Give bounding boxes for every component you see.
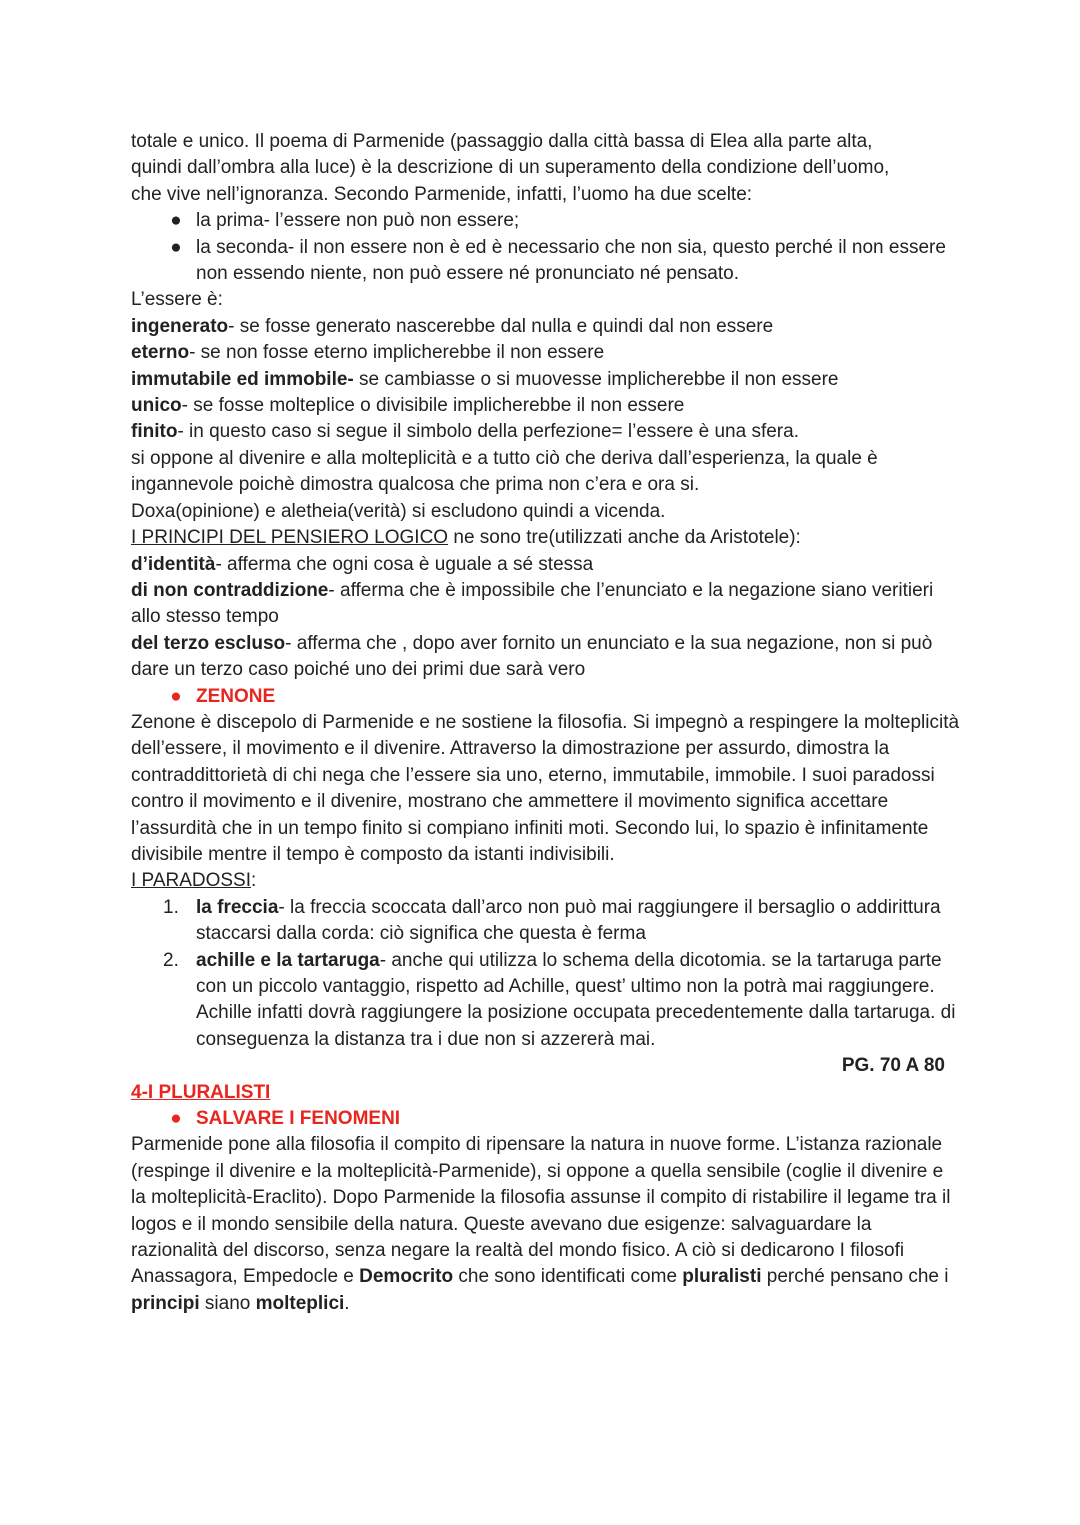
paradox-heading-line [131,868,961,894]
pluralisti-text: siano [199,1292,256,1314]
bullet-icon: ● [170,1108,182,1130]
paradox-text: - la freccia scoccata dall’arco non può mai raggiungere il bersaglio o addirittura staccarsi dalla corda: ciò significa che questa è ferma [196,896,941,945]
principle-term: di non contraddizione [131,579,329,601]
being-text: - se fosse molteplice o divisibile implicherebbe il non essere [181,395,685,417]
paradox-text: - anche qui utilizza lo schema della dicotomia. se la tartaruga parte con un piccolo vantaggio, rispetto ad Achille, quest’ ultimo non la potrà mai raggiungere. Achille infatti dovrà raggiungere la posizione occupata precedentemente dalla tartaruga. di conseguenza la distanza tra i due non si azzererà mai. [196,949,956,1050]
pluralisti-bold: principi [131,1292,200,1314]
being-oppose: si oppone al divenire e alla molteplicità e a tutto ciò che deriva dall’esperienza, la quale è ingannevole poichè dimostra qualcosa che prima non c’era e ora si. [131,447,878,496]
intro-line-1: totale e unico. Il poema di Parmenide (passaggio dalla città bassa di Elea alla parte alta, [131,131,873,152]
principle-item [131,631,961,684]
pluralisti-body [131,1132,961,1317]
pluralisti-heading-line [131,1080,961,1106]
being-text: - se non fosse eterno implicherebbe il non essere [189,342,605,364]
choices-list [131,208,961,287]
principle-item [131,552,961,578]
page-reference: PG. 70 A 80 [841,1055,945,1077]
list-item [131,235,961,288]
pluralisti-bold: Democrito [359,1266,454,1288]
list-number: 1. [163,896,179,918]
paradox-term: achille e la tartaruga [196,949,380,971]
list-item [131,1106,961,1132]
being-doxa: Doxa(opinione) e aletheia(verità) si escludono quindi a vicenda. [131,500,666,522]
pluralisti-text: . [344,1292,350,1314]
principle-term: del terzo escluso [131,632,286,654]
being-term: finito [131,421,178,443]
intro-paragraph [131,129,961,208]
being-item [131,393,961,419]
principle-text: - afferma che è impossibile che l’enunciato e la negazione siano veritieri allo stesso tempo [131,579,934,628]
list-item [131,948,961,1054]
bullet-icon: ● [170,236,182,258]
being-item [131,314,961,340]
list-item [131,895,961,948]
being-item [131,340,961,366]
bullet-icon: ● [170,210,182,232]
principles-heading-line [131,525,961,551]
pluralisti-bold: molteplici [255,1292,345,1314]
principle-text: - afferma che ogni cosa è uguale a sé stessa [215,553,594,575]
being-item [131,367,961,393]
pluralisti-subheading-list [131,1106,961,1132]
intro-line-2: quindi dall’ombra alla luce) è la descrizione di un superamento della condizione dell’uomo, [131,157,890,179]
bullet-icon: ● [170,685,182,707]
being-term: eterno [131,342,190,364]
being-term: immutabile ed immobile- [131,368,354,390]
zenone-heading-list [131,684,961,710]
being-text: - se fosse generato nascerebbe dal nulla e quindi dal non essere [228,315,774,337]
paradox-heading: I PARADOSSI [131,870,252,892]
pluralisti-bold: pluralisti [682,1266,762,1288]
pluralisti-text: Parmenide pone alla filosofia il compito di ripensare la natura in nuove forme. L’istanza razionale (respinge il divenire e la molteplicità-Parmenide), si oppone a quella sensibile (coglie il divenire e la molteplicità-Eraclito). Dopo Parmenide la filosofia assunse il compito di ristabilire il legame tra il logos e il mondo sensibile della natura. Queste avevano due esigenze: salvaguardare la razionalità del discorso, senza negare la realtà del mondo fisico. A ciò si dedicarono I filosofi Anassagora, Empedocle e [131,1134,951,1288]
being-term: ingenerato [131,315,229,337]
being-item [131,419,961,445]
paradox-list [131,895,961,1053]
pluralisti-subheading: SALVARE I FENOMENI [196,1108,401,1130]
paradox-colon: : [251,870,257,892]
list-item [131,684,961,710]
pluralisti-heading: 4-I PLURALISTI [131,1081,271,1103]
intro-line-3: che vive nell’ignoranza. Secondo Parmenide, infatti, l’uomo ha due scelte: [131,183,753,205]
principles-heading: I PRINCIPI DEL PENSIERO LOGICO [131,527,449,549]
list-number: 2. [163,949,179,971]
list-item [131,208,961,234]
zenone-body: Zenone è discepolo di Parmenide e ne sostiene la filosofia. Si impegnò a respingere la molteplicità dell’essere, il movimento e il divenire. Attraverso la dimostrazione per assurdo, dimostra la contraddittorietà di chi nega che l’essere sia uno, eterno, immutabile, immobile. I suoi paradossi contro il movimento e il divenire, mostrano che ammettere il movimento significa accettare l’assurdità che in un tempo finito si compiano infiniti moti. Secondo lui, lo spazio è infinitamente divisibile mentre il tempo è composto da istanti indivisibili. [131,711,960,865]
being-intro: L’essere è: [131,289,223,311]
choice-text: la seconda- il non essere non è ed è necessario che non sia, questo perché il non essere non essendo niente, non può essere né pronunciato né pensato. [196,236,946,285]
being-term: unico [131,395,182,417]
document-content [131,129,961,1317]
principle-text: - afferma che , dopo aver fornito un enunciato e la sua negazione, non si può dare un terzo caso poiché uno dei primi due sarà vero [131,632,933,681]
being-text: - in questo caso si segue il simbolo della perfezione= l’essere è una sfera. [177,421,799,443]
paradox-term: la freccia [196,896,279,918]
choice-text: la prima- l’essere non può non essere; [196,210,520,232]
principles-heading-rest: ne sono tre(utilizzati anche da Aristotele): [448,527,801,549]
pluralisti-text: perché pensano che i [761,1266,949,1288]
zenone-heading: ZENONE [196,685,276,707]
pluralisti-text: che sono identificati come [453,1266,683,1288]
principle-item [131,578,961,631]
being-text: se cambiasse o si muovesse implicherebbe il non essere [353,368,839,390]
principle-term: d’identità [131,553,216,575]
